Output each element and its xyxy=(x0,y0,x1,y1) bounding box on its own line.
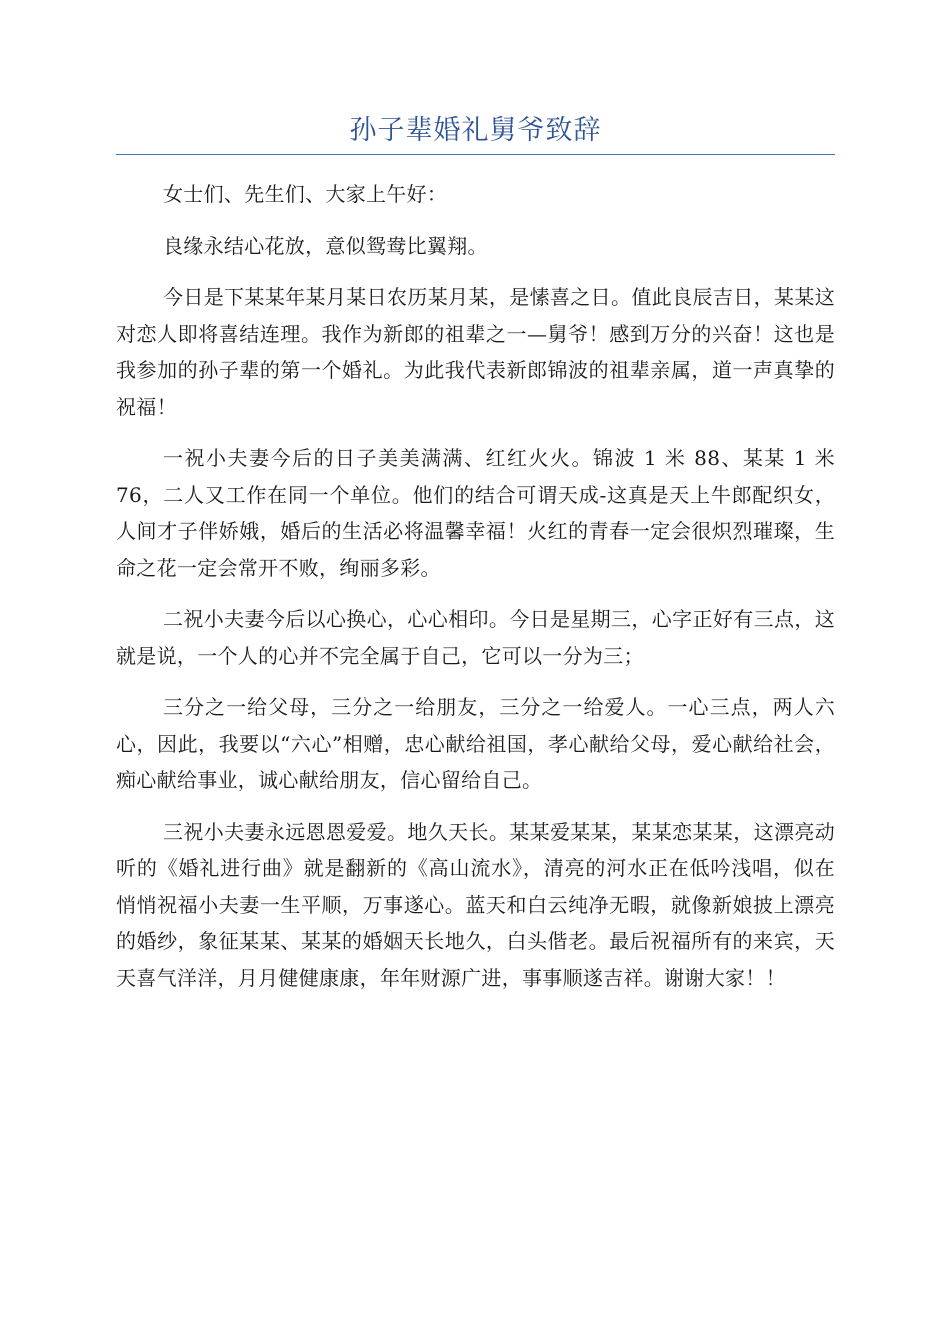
couplet-paragraph: 良缘永结心花放，意似鸳鸯比翼翔。 xyxy=(163,233,488,258)
intro-paragraph: 今日是下某某年某月某日农历某月某，是愫喜之日。值此良辰吉日，某某这对恋人即将喜结连理。我作为新郎的祖辈之一—舅爷！感到万分的兴奋！这也是我参加的孙子辈的第一个婚礼。为此我代表新郎锦波的祖辈亲属，道一声真挚的祝福！ xyxy=(116,285,835,419)
title-underline xyxy=(116,154,835,155)
third-blessing-paragraph: 三祝小夫妻永远恩恩爱爱。地久天长。某某爱某某，某某恋某某，这漂亮动听的《婚礼进行曲》就是翻新的《高山流水》，清亮的河水正在低吟浅唱，似在悄悄祝福小夫妻一生平顺，万事遂心。蓝天和白云纯净无暇，就像新娘披上漂亮的婚纱，象征某某、某某的婚姻天长地久，白头偕老。最后祝福所有的来宾，天天喜气洋洋，月月健健康康，年年财源广进，事事顺遂吉祥。谢谢大家！！ xyxy=(116,819,835,990)
document-title: 孙子辈婚礼舅爷致辞 xyxy=(349,115,602,146)
six-hearts-paragraph: 三分之一给父母，三分之一给朋友，三分之一给爱人。一心三点，两人六心，因此，我要以“六心”相赠，忠心献给祖国，孝心献给父母，爱心献给社会，痴心献给事业，诚心献给朋友，信心留给自己。 xyxy=(116,695,835,792)
greeting-paragraph: 女士们、先生们、大家上午好： xyxy=(163,182,448,206)
first-blessing-paragraph: 一祝小夫妻今后的日子美美满满、红红火火。锦波 1 米 88、某某 1 米 76，二人又工作在同一个单位。他们的结合可谓天成-这真是天上牛郎配织女，人间才子伴娇娥，婚后的生活必将温馨幸福！火红的青春一定会很炽烈璀璨，生命之花一定会常开不败，绚丽多彩。 xyxy=(116,446,835,580)
second-blessing-paragraph: 二祝小夫妻今后以心换心，心心相印。今日是星期三，心字正好有三点，这就是说，一个人的心并不完全属于自己，它可以一分为三； xyxy=(116,607,835,668)
document-body xyxy=(116,176,835,1011)
